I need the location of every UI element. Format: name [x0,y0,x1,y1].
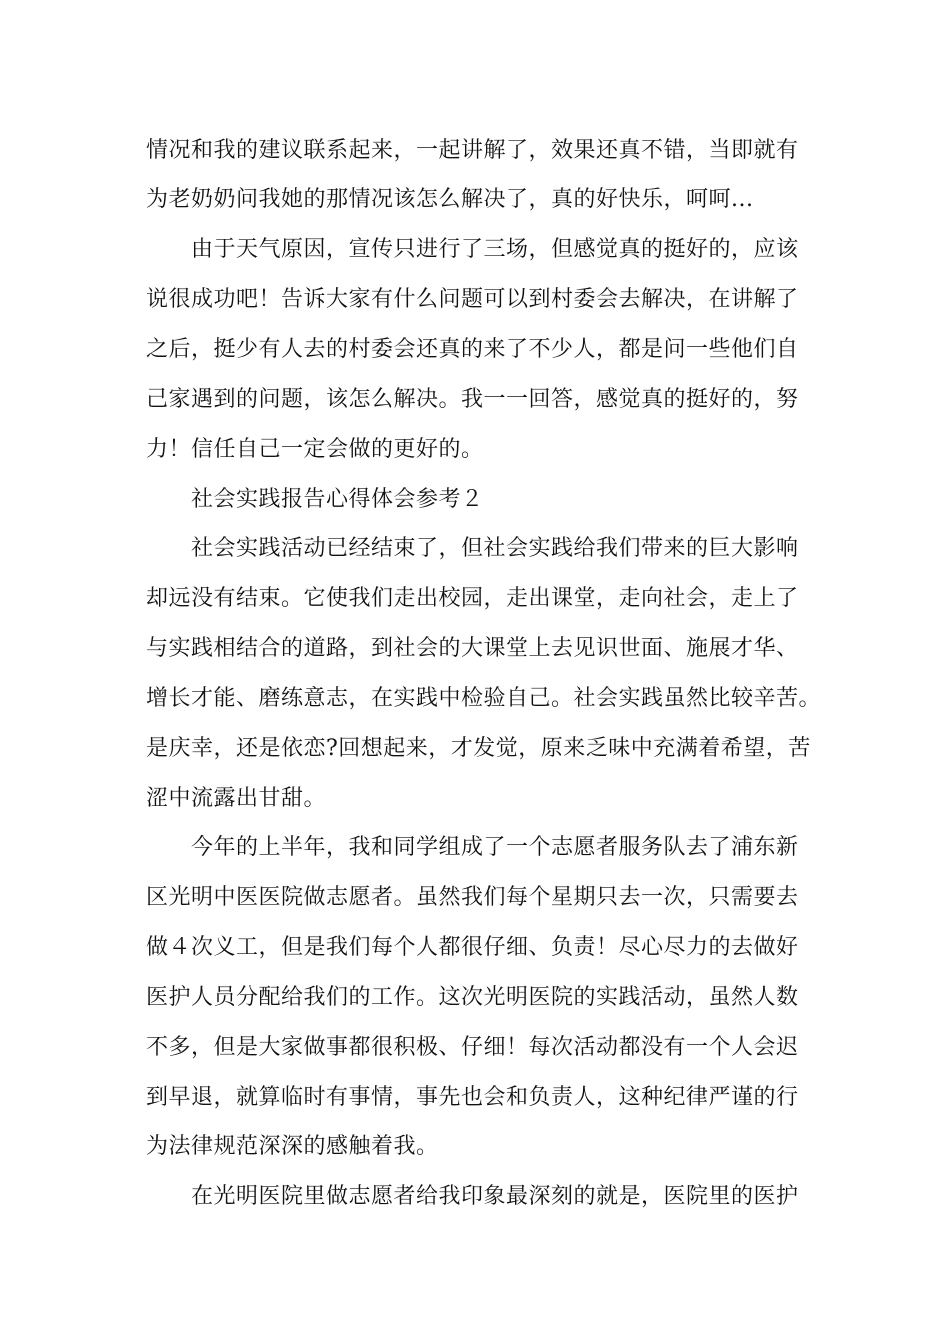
text-line: 到早退，就算临时有事情，事先也会和负责人，这种纪律严谨的行 [146,1085,799,1110]
text-line: 涩中流露出甘甜。 [146,786,327,811]
text-line: 是庆幸，还是依恋?回想起来，才发觉，原来乏味中充满着希望，苦 [146,736,811,761]
text-line: 做４次义工，但是我们每个人都很仔细、负责！尽心尽力的去做好 [146,935,799,960]
text-line: 增长才能、磨练意志，在实践中检验自己。社会实践虽然比较辛苦。 [146,686,822,711]
text-line: 己家遇到的问题，该怎么解决。我一一回答，感觉真的挺好的，努 [146,387,799,412]
text-line: 说很成功吧！告诉大家有什么问题可以到村委会去解决，在讲解了 [146,287,799,312]
text-line: 却远没有结束。它使我们走出校园，走出课堂，走向社会，走上了 [146,586,799,611]
text-line: 在光明医院里做志愿者给我印象最深刻的就是，医院里的医护 [191,1184,799,1209]
text-line: 为老奶奶问我她的那情况该怎么解决了，真的好快乐，呵呵... [146,187,754,212]
section-heading: 社会实践报告心得体会参考２ [191,487,484,512]
text-line: 医护人员分配给我们的工作。这次光明医院的实践活动，虽然人数 [146,985,799,1010]
text-line: 区光明中医医院做志愿者。虽然我们每个星期只去一次，只需要去 [146,885,799,910]
text-line: 之后，挺少有人去的村委会还真的来了不少人，都是问一些他们自 [146,337,799,362]
text-line: 为法律规范深深的感触着我。 [146,1134,439,1159]
text-line: 情况和我的建议联系起来，一起讲解了，效果还真不错，当即就有 [146,138,799,163]
text-line: 与实践相结合的道路，到社会的大课堂上去见识世面、施展才华、 [146,636,799,661]
text-line: 今年的上半年，我和同学组成了一个志愿者服务队去了浦东新 [191,835,799,860]
text-line: 由于天气原因，宣传只进行了三场，但感觉真的挺好的，应该 [191,237,799,262]
text-line: 社会实践活动已经结束了，但社会实践给我们带来的巨大影响 [191,536,799,561]
text-line: 不多，但是大家做事都很积极、仔细！每次活动都没有一个人会迟 [146,1035,799,1060]
text-line: 力！信任自己一定会做的更好的。 [146,437,484,462]
